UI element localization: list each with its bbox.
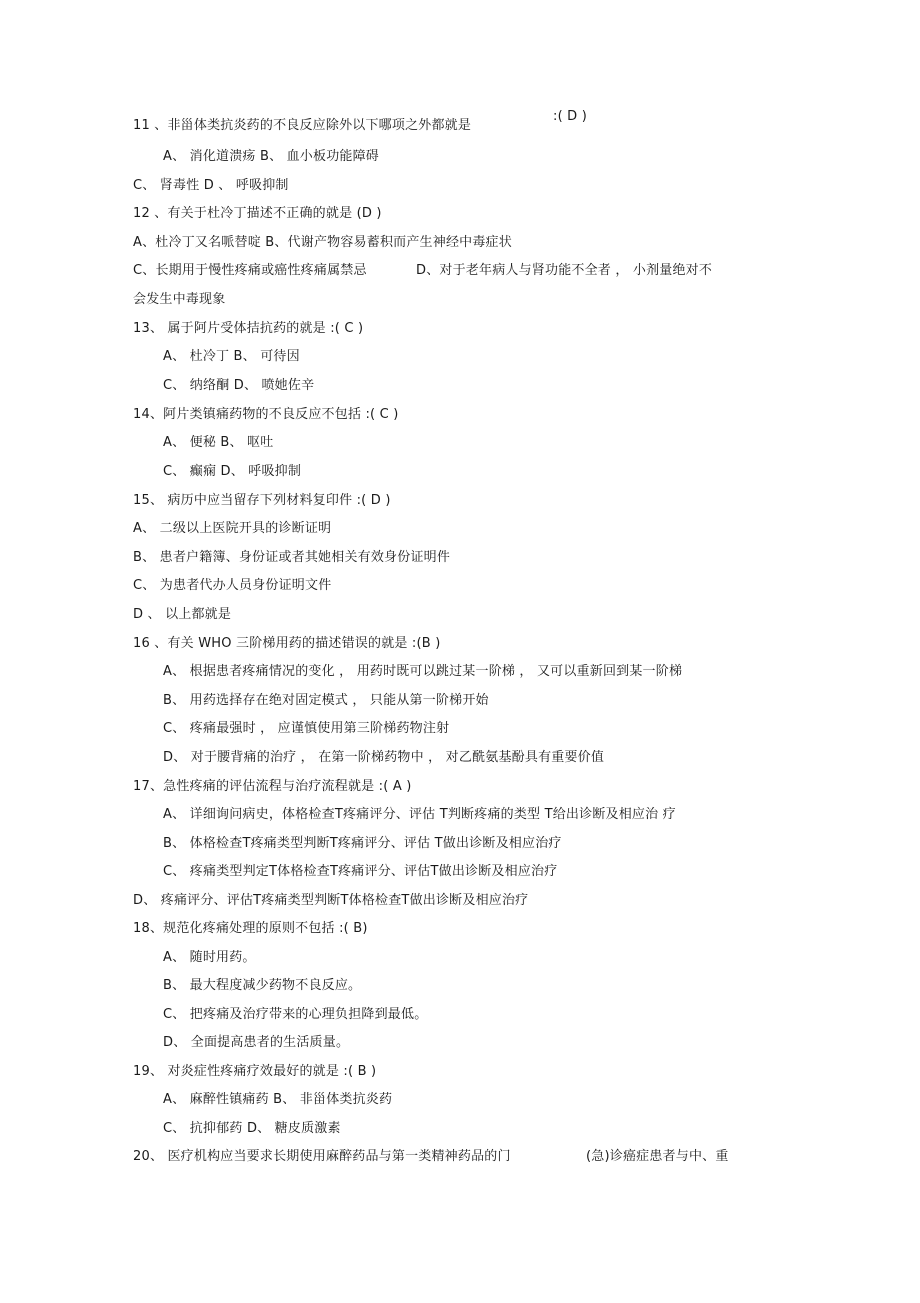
question-16-option-c: C、 疼痛最强时 ， 应谨慎使用第三阶梯药物注射 [163,721,450,736]
question-11-stem: 11 、非甾体类抗炎药的不良反应除外以下哪项之外都就是 [133,118,472,133]
question-18-stem: 18、规范化疼痛处理的原则不包括 :( B) [133,921,368,936]
question-20-stem-cont: (急)诊癌症患者与中、重 [586,1149,729,1164]
question-19-options-ab: A、 麻醉性镇痛药 B、 非甾体类抗炎药 [163,1092,393,1107]
question-12-stem: 12 、有关于杜冷丁描述不正确的就是 (D ) [133,206,382,221]
question-17-option-c: C、 疼痛类型判定T体格检查T疼痛评分、评估T做出诊断及相应治疗 [163,864,558,879]
question-17-option-b: B、 体格检查T疼痛类型判断T疼痛评分、评估 T做出诊断及相应治疗 [163,836,562,851]
question-16-stem: 16 、有关 WHO 三阶梯用药的描述错误的就是 :(B ) [133,636,441,651]
question-11-options-ab: A、 消化道溃疡 B、 血小板功能障碍 [163,149,380,164]
question-12-option-d: D、对于老年病人与肾功能不全者 ， 小剂量绝对不 [416,263,713,278]
question-11-answer: :( D ) [553,109,587,124]
question-16-option-a: A、 根据患者疼痛情况的变化 ， 用药时既可以跳过某一阶梯 ， 又可以重新回到某一阶梯 [163,664,683,679]
question-16-option-b: B、 用药选择存在绝对固定模式 ， 只能从第一阶梯开始 [163,693,489,708]
question-17-option-a: A、 详细询问病史，体格检查T疼痛评分、评估 T判断疼痛的类型 T给出诊断及相应治 疗 [163,807,676,822]
question-20-stem: 20、 医疗机构应当要求长期使用麻醉药品与第一类精神药品的门 [133,1149,511,1164]
question-17-stem: 17、急性疼痛的评估流程与治疗流程就是 :( A ) [133,779,412,794]
question-18-option-c: C、 把疼痛及治疗带来的心理负担降到最低。 [163,1007,428,1022]
question-13-options-ab: A、 杜冷丁 B、 可待因 [163,349,300,364]
question-15-option-c: C、 为患者代办人员身份证明文件 [133,578,332,593]
question-15-option-a: A、 二级以上医院开具的诊断证明 [133,521,332,536]
question-11-options-cd: C、 肾毒性 D 、 呼吸抑制 [133,178,289,193]
question-15-stem: 15、 病历中应当留存下列材料复印件 :( D ) [133,493,391,508]
question-18-option-d: D、 全面提高患者的生活质量。 [163,1035,350,1050]
question-14-stem: 14、阿片类镇痛药物的不良反应不包括 :( C ) [133,407,399,422]
question-14-options-cd: C、 癫痫 D、 呼吸抑制 [163,464,302,479]
question-15-option-d: D 、 以上都就是 [133,607,232,622]
question-15-option-b: B、 患者户籍簿、身份证或者其她相关有效身份证明件 [133,550,451,565]
question-19-options-cd: C、 抗抑郁药 D、 糖皮质激素 [163,1121,341,1136]
question-13-options-cd: C、 纳络酮 D、 喷她佐辛 [163,378,315,393]
question-12-options-ab: A、杜冷丁又名哌替啶 B、代谢产物容易蓄积而产生神经中毒症状 [133,235,512,250]
question-14-options-ab: A、 便秘 B、 呕吐 [163,435,274,450]
question-12-option-c: C、长期用于慢性疼痛或癌性疼痛属禁忌 [133,263,367,278]
question-17-option-d: D、 疼痛评分、评估T疼痛类型判断T体格检查T做出诊断及相应治疗 [133,893,529,908]
question-18-option-a: A、 随时用药。 [163,950,256,965]
question-12-option-d-cont: 会发生中毒现象 [133,292,226,307]
question-18-option-b: B、 最大程度减少药物不良反应。 [163,978,362,993]
question-16-option-d: D、 对于腰背痛的治疗 ， 在第一阶梯药物中 ， 对乙酰氨基酚具有重要价值 [163,750,605,765]
question-19-stem: 19、 对炎症性疼痛疗效最好的就是 :( B ) [133,1064,377,1079]
question-13-stem: 13、 属于阿片受体拮抗药的就是 :( C ) [133,321,364,336]
